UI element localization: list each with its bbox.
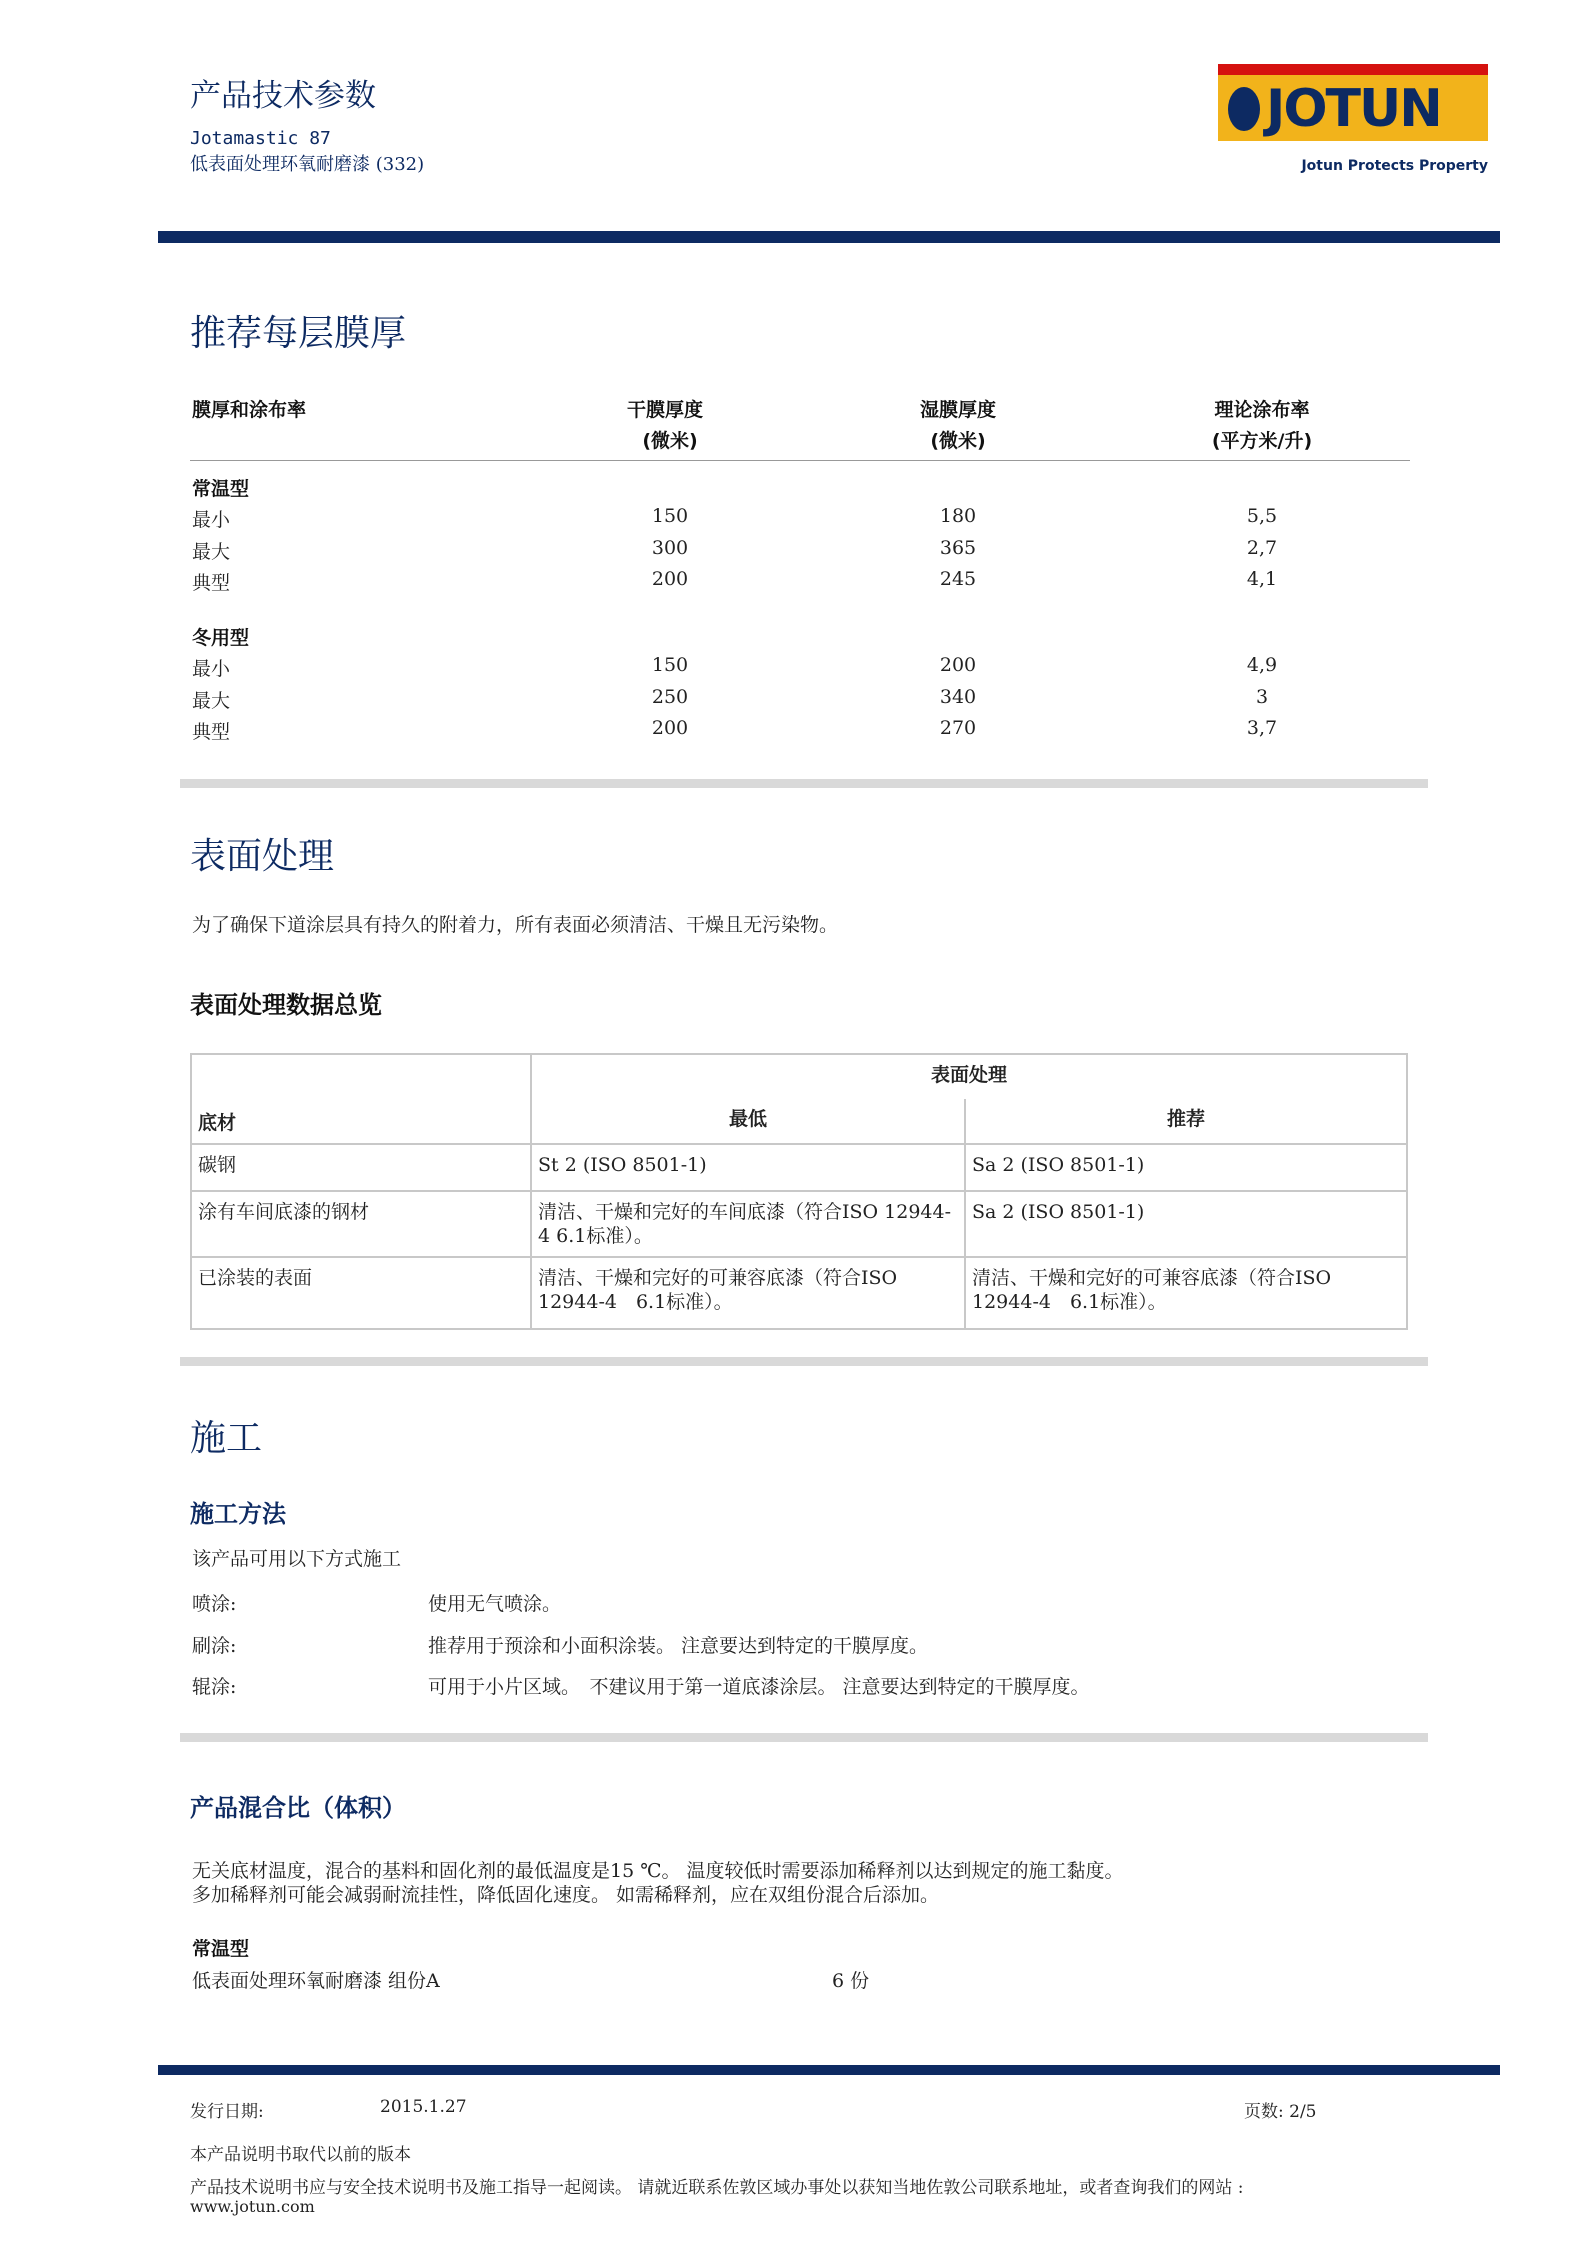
penguin-globe-icon [1228,87,1260,131]
table-cell: 150 [651,654,689,676]
mixing-group: 常温型 [192,1938,250,1960]
section-separator [180,1733,1428,1742]
table-cell: 4,9 [1246,654,1278,676]
footer-bar [158,2065,1500,2075]
substrate-cell: 碳钢 [191,1144,531,1191]
col-header: 膜厚和涂布率 [192,399,307,421]
col-unit: (微米) [930,430,986,452]
col-header: 湿膜厚度 [919,399,997,421]
group-label: 冬用型 [192,627,250,649]
col-unit: (平方米/升) [1211,430,1313,452]
table-cell: 200 [939,654,977,676]
doc-title: 产品技术参数 [190,78,376,114]
min-cell: 清洁、干燥和完好的车间底漆（符合ISO 12944-4 6.1标准）。 [531,1191,965,1257]
table-cell: 4,1 [1246,568,1278,590]
logo-text: JOTUN [1266,79,1441,139]
jotun-logo [1218,64,1488,175]
table-cell: 365 [939,536,977,559]
table-cell: 200 [651,717,689,739]
mixing-text: 无关底材温度，混合的基料和固化剂的最低温度是15 ℃。 温度较低时需要添加稀释剂以达到规定的施工黏度。 [192,1860,1124,1882]
divider [190,460,1410,461]
section-separator [180,779,1428,788]
mixing-component: 低表面处理环氧耐磨漆 组份A [192,1970,440,1992]
application-subheading: 施工方法 [190,1500,286,1528]
footer-note: 本产品说明书取代以前的版本 [190,2145,411,2165]
method-description: 可用于小片区域。 不建议用于第一道底漆涂层。 注意要达到特定的干膜厚度。 [428,1676,1090,1698]
table-cell: 270 [939,717,977,739]
application-intro: 该产品可用以下方式施工 [192,1548,402,1570]
mixing-heading: 产品混合比（体积） [190,1794,406,1822]
col-substrate: 底材 [191,1054,531,1144]
col-header: 理论涂布率 [1214,399,1310,421]
table-cell: 245 [939,568,977,590]
product-name: Jotamastic 87 [190,128,331,149]
issue-date: 2015.1.27 [380,2097,467,2117]
table-cell: 300 [651,536,689,559]
row-label: 最大 [192,689,231,712]
method-label: 辊涂: [192,1676,237,1698]
surface-table [190,1053,1408,1330]
col-unit: (微米) [642,430,698,452]
row-label: 典型 [192,721,231,743]
issue-label: 发行日期: [190,2102,264,2122]
min-cell: 清洁、干燥和完好的可兼容底漆（符合ISO 12944-4 6.1标准）。 [531,1257,965,1329]
mixing-ratio: 6 份 [832,1970,870,1992]
table-row [191,1257,1407,1329]
col-header: 干膜厚度 [626,399,704,421]
group-label: 常温型 [192,478,250,500]
table-cell: 180 [939,505,977,527]
method-description: 使用无气喷涂。 [428,1593,562,1615]
application-heading: 施工 [190,1418,263,1459]
min-cell: St 2 (ISO 8501-1) [531,1144,965,1191]
method-description: 推荐用于预涂和小面积涂装。 注意要达到特定的干膜厚度。 [428,1635,929,1657]
table-row [191,1191,1407,1257]
col-rec: 推荐 [965,1099,1407,1144]
logo-tagline: Jotun Protects Property [1301,158,1488,174]
method-label: 刷涂: [192,1635,237,1657]
film-heading: 推荐每层膜厚 [190,313,407,354]
product-subtitle: 低表面处理环氧耐磨漆 (332) [190,154,425,175]
table-cell: 250 [651,685,689,708]
rec-cell: Sa 2 (ISO 8501-1) [965,1191,1407,1257]
rec-cell: Sa 2 (ISO 8501-1) [965,1144,1407,1191]
header-bar [158,231,1500,243]
row-label: 典型 [192,572,231,594]
method-label: 喷涂: [192,1593,237,1615]
table-cell: 3 [1255,685,1269,708]
col-min: 最低 [531,1099,965,1144]
table-cell: 2,7 [1246,536,1278,559]
row-label: 最小 [192,658,231,680]
footer-note: 产品技术说明书应与安全技术说明书及施工指导一起阅读。 请就近联系佐敦区域办事处以获知当地佐敦公司联系地址，或者查询我们的网站 : [190,2178,1244,2198]
surface-subheading: 表面处理数据总览 [190,991,382,1019]
row-label: 最小 [192,509,231,531]
mixing-text: 多加稀释剂可能会减弱耐流挂性，降低固化速度。 如需稀释剂，应在双组份混合后添加。 [192,1884,940,1906]
row-label: 最大 [192,540,231,563]
substrate-cell: 涂有车间底漆的钢材 [191,1191,531,1257]
group-header: 表面处理 [531,1054,1407,1099]
surface-heading: 表面处理 [190,836,335,877]
table-cell: 340 [939,685,977,708]
website-link[interactable]: www.jotun.com [190,2197,315,2216]
surface-intro: 为了确保下道涂层具有持久的附着力，所有表面必须清洁、干燥且无污染物。 [192,914,839,936]
substrate-cell: 已涂装的表面 [191,1257,531,1329]
table-cell: 3,7 [1246,717,1278,739]
table-row [191,1144,1407,1191]
table-cell: 200 [651,568,689,590]
section-separator [180,1357,1428,1366]
rec-cell: 清洁、干燥和完好的可兼容底漆（符合ISO 12944-4 6.1标准）。 [965,1257,1407,1329]
page-number: 页数: 2/5 [1244,2102,1317,2122]
table-cell: 150 [651,505,689,527]
table-cell: 5,5 [1246,505,1278,527]
